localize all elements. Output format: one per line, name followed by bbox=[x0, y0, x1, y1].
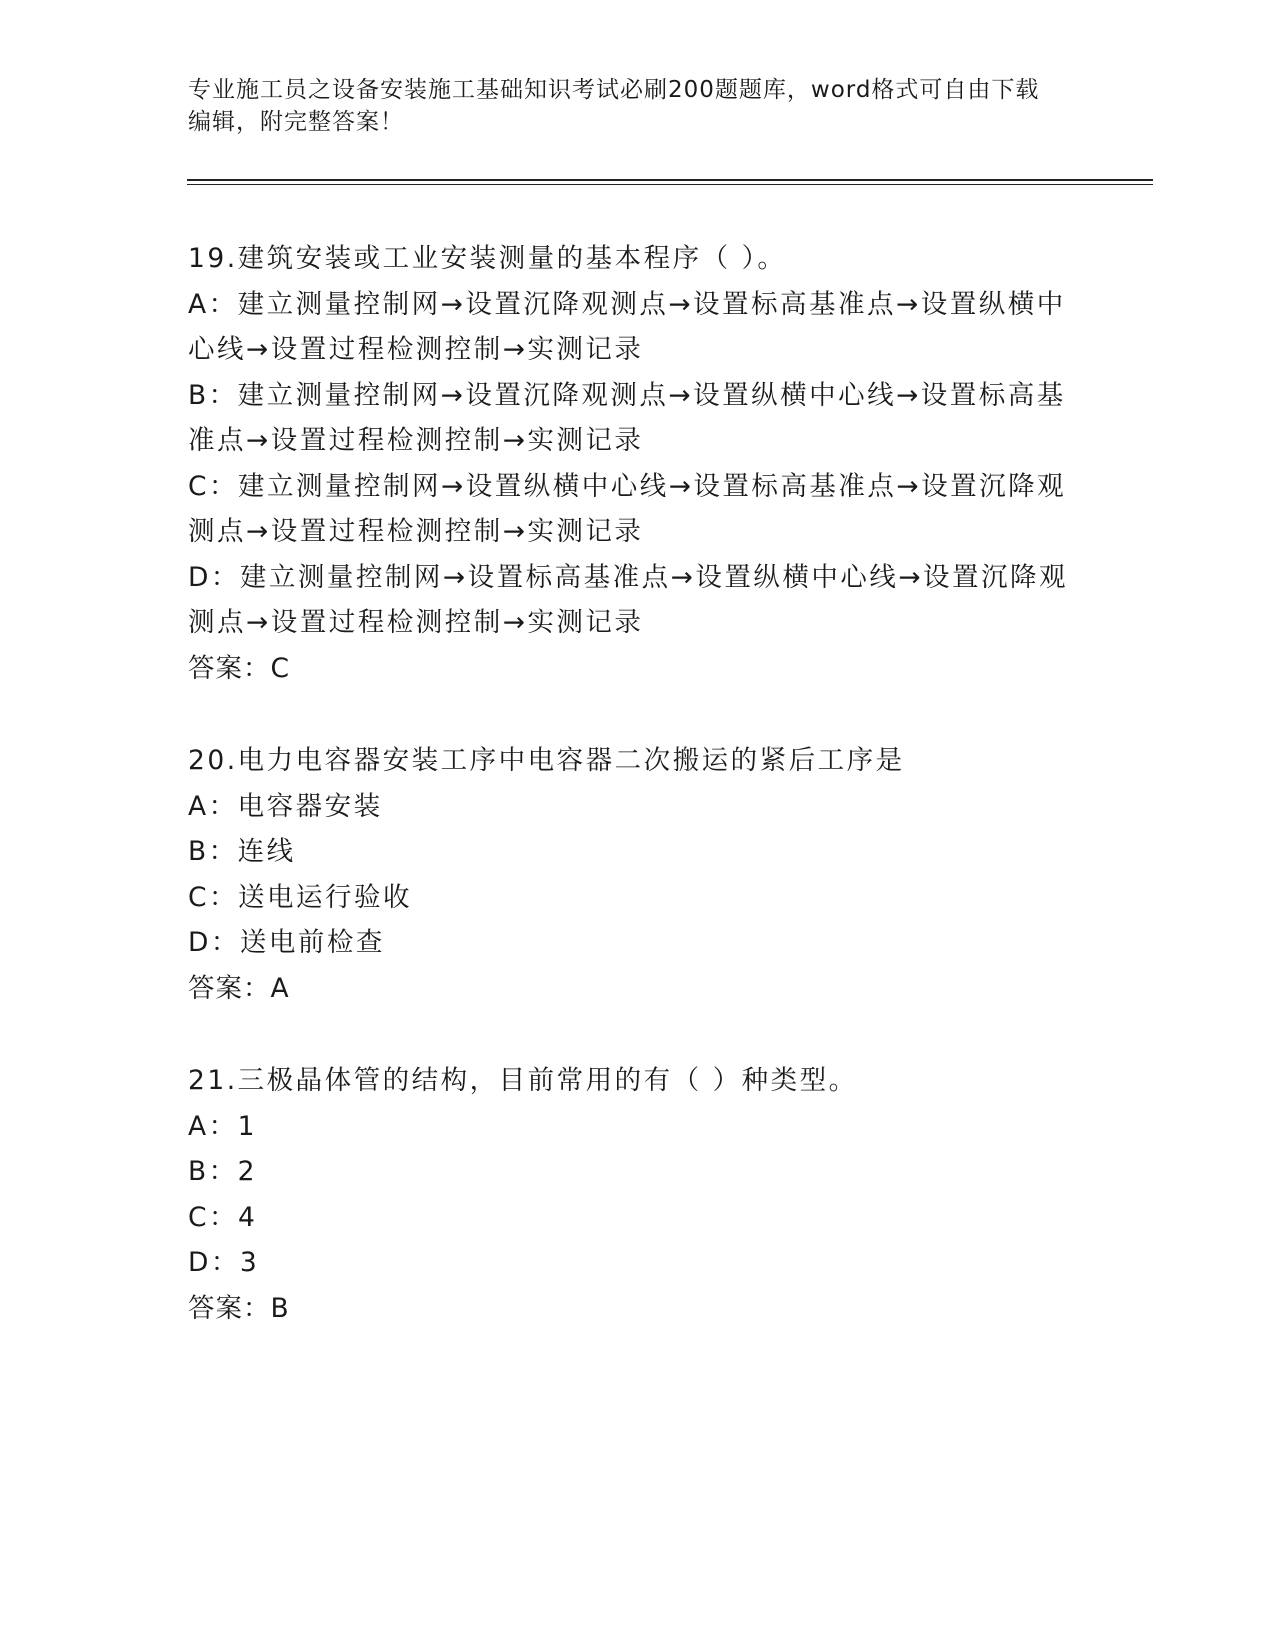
option-b: B：建立测量控制网→设置沉降观测点→设置纵横中心线→设置标高基准点→设置过程检测控制→实测记录 bbox=[188, 379, 1066, 456]
option-d: D：3 bbox=[188, 1247, 260, 1278]
answer-value: A bbox=[270, 972, 290, 1004]
option-c: C：送电运行验收 bbox=[188, 881, 413, 913]
option-c: C：建立测量控制网→设置纵横中心线→设置标高基准点→设置沉降观测点→设置过程检测控制→实测记录 bbox=[188, 470, 1067, 547]
question-stem: 21.三极晶体管的结构，目前常用的有（ ）种类型。 bbox=[188, 1065, 858, 1096]
answer bbox=[188, 966, 1088, 1012]
option-b: B：连线 bbox=[188, 836, 296, 867]
question-20 bbox=[188, 738, 1088, 1011]
question-21 bbox=[188, 1058, 1088, 1331]
question-list bbox=[188, 236, 1088, 1378]
answer-value: B bbox=[270, 1292, 290, 1324]
option-b: B：2 bbox=[188, 1156, 258, 1187]
option-a: A：电容器安装 bbox=[188, 790, 383, 822]
answer-label: 答案： bbox=[188, 972, 271, 1004]
option-c: C：4 bbox=[188, 1201, 258, 1233]
header-divider-thick bbox=[187, 179, 1153, 181]
question-stem: 20.电力电容器安装工序中电容器二次搬运的紧后工序是 bbox=[188, 745, 905, 776]
answer bbox=[188, 646, 1088, 692]
option-a: A：建立测量控制网→设置沉降观测点→设置标高基准点→设置纵横中心线→设置过程检测控制→实测记录 bbox=[188, 288, 1066, 365]
answer bbox=[188, 1286, 1088, 1332]
option-a: A：1 bbox=[188, 1110, 257, 1142]
header-line-1: 专业施工员之设备安装施工基础知识考试必刷200题题库，word格式可自由下载 bbox=[188, 77, 1040, 103]
answer-label: 答案： bbox=[188, 1292, 271, 1324]
answer-value: C bbox=[270, 652, 291, 684]
question-19 bbox=[188, 236, 1088, 691]
option-d: D：送电前检查 bbox=[188, 927, 385, 958]
answer-label: 答案： bbox=[188, 652, 271, 684]
header-divider-thin bbox=[187, 184, 1153, 185]
option-d: D：建立测量控制网→设置标高基准点→设置纵横中心线→设置沉降观测点→设置过程检测控制→实测记录 bbox=[188, 561, 1069, 638]
document-header bbox=[188, 74, 1078, 138]
header-line-2: 编辑，附完整答案！ bbox=[188, 109, 404, 135]
question-stem: 19.建筑安装或工业安装测量的基本程序（ ）。 bbox=[188, 243, 787, 274]
